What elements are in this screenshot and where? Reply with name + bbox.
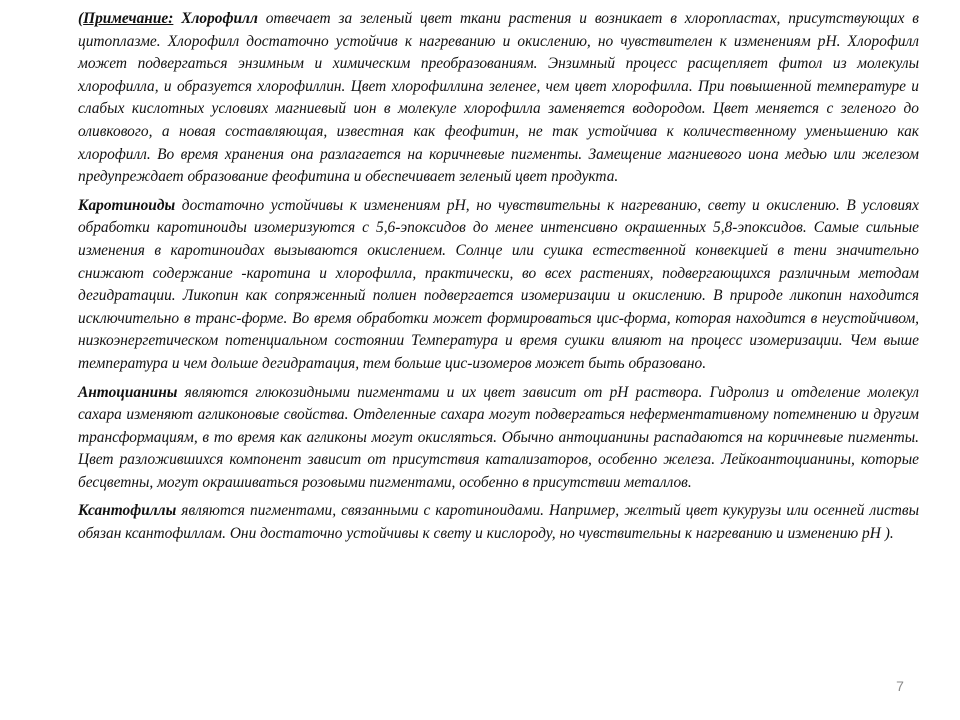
paragraph-chlorophyll: [78, 8, 919, 189]
note-label: Примечание:: [83, 10, 174, 27]
paragraph-text: являются глюкозидными пигментами и их цвет зависит от рН раствора. Гидролиз и отделение молекул сахара изменяют агликоновые свойства. Отделенные сахара могут подвергаться неферментативному потемнению и другим трансформациям, в то время как агликоны могут окисляться. Обычно антоцианины распадаются на коричневые пигменты. Цвет разложившихся компонент зависит от присутствия катализаторов, особенно железа. Лейкоантоцианины, которые бесцветны, могут окрашиваться розовыми пигментами, особенно в присутствии металлов.: [78, 383, 919, 491]
paragraph-lead: Ксантофиллы: [78, 502, 177, 520]
document-body: [78, 8, 919, 552]
paragraph-prefix: (: [78, 10, 84, 27]
paragraph-carotenoids: [78, 195, 919, 376]
paragraph-lead: Хлорофилл: [173, 10, 258, 27]
page-number: 7: [896, 678, 904, 694]
paragraph-text: отвечает за зеленый цвет ткани растения и возникает в хлоропластах, присутствующих в цитоплазме. Хлорофилл достаточно устойчив к нагреванию и окислению, но чувствителен к изменениям рН. Хлорофилл может подвергаться энзимным и химическим преобразованиям. Энзимный процесс расщепляет фитол из молекулы хлорофилла, и образуется хлорофиллин. Цвет хлорофиллина зеленее, чем цвет хлорофилла. При повышенной температуре и слабых кислотных условиях магниевый ион в молекуле хлорофилла заменяется водородом. Цвет меняется с зеленого до оливкового, а новая составляющая, известная как феофитин, не так устойчива к количественному уменьшению как хлорофилл. Во время хранения она разлагается на коричневые пигменты. Замещение магниевого иона медью или железом предупреждает образование феофитина и обеспечивает зеленый цвет продукта.: [78, 10, 919, 186]
paragraph-lead: Антоцианины: [78, 383, 178, 401]
paragraph-xanthophylls: [78, 500, 919, 545]
paragraph-text: являются пигментами, связанными с каротиноидами. Например, желтый цвет кукурузы или осенней листвы обязан ксантофиллам. Они достаточно устойчивы к свету и кислороду, но чувствительны к нагреванию и изменению рН ).: [78, 502, 919, 543]
paragraph-lead: Каротиноиды: [78, 196, 176, 214]
paragraph-text: достаточно устойчивы к изменениям рН, но чувствительны к нагреванию, свету и окислению. В условиях обработки каротиноиды изомеризуются с 5,6-эпоксидов до менее интенсивно окрашенных 5,8-эпоксидов. Самые сильные изменения в каротиноидах вызываются окислением. Солнце или сушка естественной конвекцией в тени значительно снижают содержание -каротина и хлорофилла, практически, во всех растениях, подвергающихся различным методам дегидратации. Ликопин как сопряженный полиен подвергается изомеризации и окислению. В природе ликопин находится исключительно в транс-форме. Во время обработки может формироваться цис-форма, которая находится в неустойчивом, низкоэнергетическом потенциальном состоянии Температура и время сушки влияют на процесс изомеризации. Чем выше температура и чем дольше дегидратация, тем больше цис-изомеров может быть образовано.: [78, 196, 919, 372]
paragraph-anthocyanins: [78, 382, 919, 495]
